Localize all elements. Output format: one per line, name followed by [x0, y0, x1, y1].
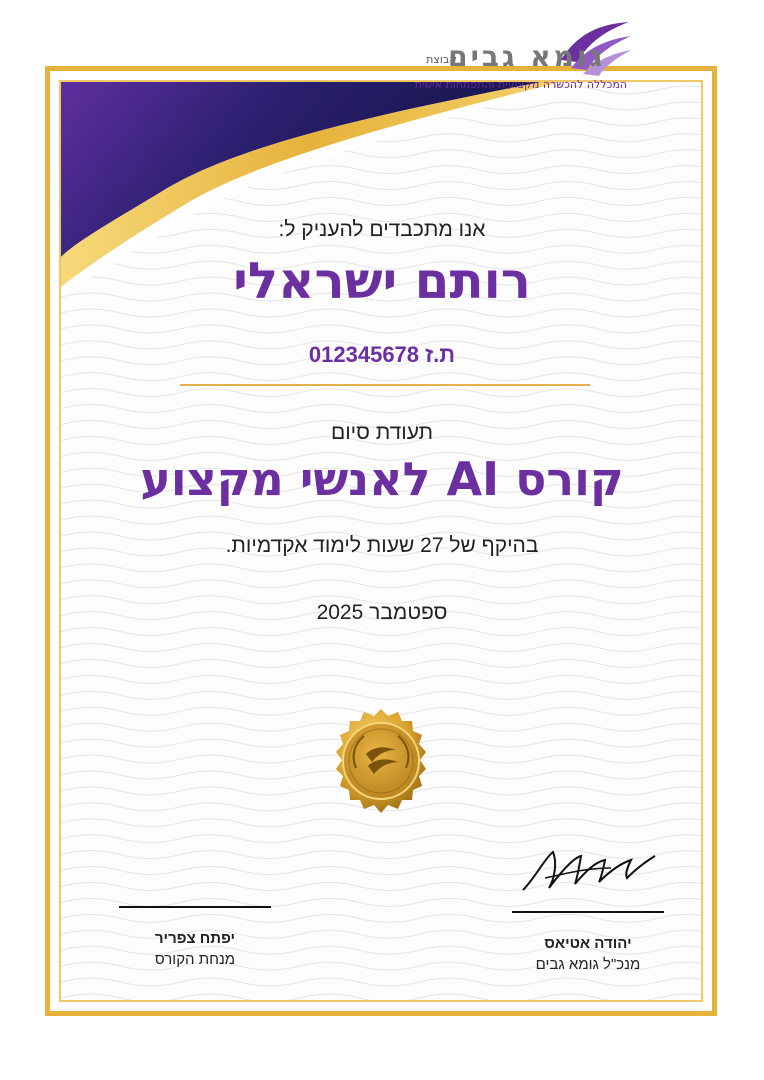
course-title: קורס AI לאנשי מקצוע [140, 452, 624, 506]
logo-tagline: המכללה להכשרה מקצועית והתפתחות אישית [414, 78, 627, 91]
signatory-name: יהודה אטיאס [544, 935, 632, 952]
signature-line [119, 906, 271, 908]
recipient-name: רותם ישראלי [233, 252, 531, 310]
certificate-type: תעודת סיום [330, 421, 434, 444]
organization-logo [395, 16, 635, 96]
signature-block-instructor [115, 906, 275, 968]
signature-line [512, 911, 664, 913]
signatory-role: מנחת הקורס [154, 951, 236, 968]
logo-name: גומא גבים [448, 40, 605, 73]
gold-seal-icon [326, 706, 436, 816]
signatory-role: מנכ"ל גומא גבים [535, 956, 641, 973]
gold-divider [180, 384, 590, 386]
certificate-date: ספטמבר 2025 [316, 601, 448, 624]
logo-prefix: קבוצת [426, 53, 457, 66]
signature-block-ceo [508, 911, 668, 973]
handwritten-signature [515, 838, 660, 900]
course-scope: בהיקף של 27 שעות לימוד אקדמיות. [225, 534, 539, 557]
recipient-id: ת.ז 012345678 [308, 342, 456, 367]
signatory-name: יפתח צפריר [154, 930, 236, 947]
honor-line: אנו מתכבדים להעניק ל: [278, 218, 486, 241]
